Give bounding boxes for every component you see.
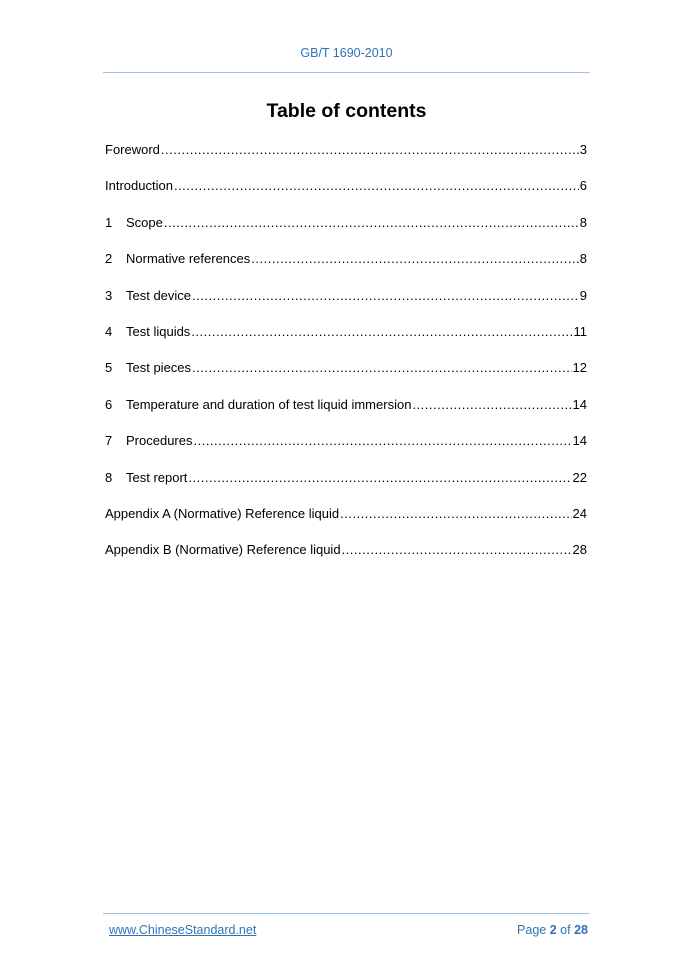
toc-entry-appendix-b[interactable] [105,540,587,576]
toc-entry-label: Foreword [105,142,160,157]
toc-entry-test-liquids[interactable] [105,322,587,358]
toc-entry-page: 12 [572,360,587,376]
toc-entry-foreword[interactable] [105,140,587,176]
toc-dot-leader [191,322,572,342]
toc-entry-number: 3 [105,287,113,303]
toc-entry-label: Test liquids [126,323,191,339]
page-prefix: Page [517,923,547,937]
footer-divider [103,913,590,914]
toc-entry-normative-references[interactable] [105,249,587,285]
toc-entry-number: 2 [105,251,113,267]
toc-entry-label: Procedures [126,433,193,449]
header-divider [103,72,590,73]
toc-entry-page: 8 [579,251,587,267]
toc-dot-leader [192,358,571,378]
toc-entry-page: 11 [573,323,587,339]
toc-entry-introduction[interactable] [105,176,587,212]
toc-dot-leader [412,395,571,415]
toc-entry-page: 28 [572,542,587,558]
toc-entry-page: 8 [579,214,587,230]
toc-dot-leader [164,213,579,233]
page-current: 2 [549,923,557,937]
toc-entry-number: 8 [105,469,113,485]
toc-entry-appendix-a[interactable] [105,504,587,540]
toc-entry-label: Appendix B (Normative) Reference liquid [105,542,341,558]
toc-entry-test-report[interactable] [105,468,587,504]
toc-entry-label: Appendix A (Normative) Reference liquid [105,505,340,521]
toc-entry-page: 6 [579,178,587,194]
toc-dot-leader [193,431,571,451]
toc-entry-page: 24 [572,505,587,521]
toc-dot-leader [192,286,579,306]
toc-entry-number: 6 [105,396,113,412]
toc-entry-label: Temperature and duration of test liquid immersion [126,396,412,412]
page-total: 28 [574,923,588,937]
toc-entry-label: Test report [126,469,188,485]
toc-entry-number: 4 [105,323,113,339]
toc-dot-leader [174,176,579,196]
toc-dot-leader [251,249,578,269]
toc-entry-number: 1 [105,214,113,230]
toc-entry-test-device[interactable] [105,286,587,322]
toc-dot-leader [340,504,571,524]
table-of-contents [105,140,587,577]
toc-entry-label: Test device [126,287,192,303]
toc-dot-leader [342,540,572,560]
toc-entry-number: 5 [105,360,113,376]
toc-entry-page: 9 [579,287,587,303]
toc-entry-procedures[interactable] [105,431,587,467]
website-link[interactable]: www.ChineseStandard.net [109,923,257,937]
page-title: Table of contents [266,100,427,122]
toc-entry-scope[interactable] [105,213,587,249]
toc-entry-page: 14 [572,396,587,412]
toc-entry-test-pieces[interactable] [105,358,587,394]
toc-entry-label: Normative references [126,251,251,267]
page-number [517,923,588,937]
toc-entry-number: 7 [105,433,113,449]
toc-entry-temperature-duration[interactable] [105,395,587,431]
toc-entry-page: 3 [579,142,587,157]
toc-dot-leader [188,468,571,488]
page-of: of [560,923,571,937]
toc-entry-page: 14 [572,433,587,449]
toc-dot-leader [161,140,579,160]
running-header: GB/T 1690-2010 [300,46,393,60]
toc-entry-label: Introduction [105,178,173,194]
toc-entry-label: Scope [126,214,163,230]
toc-entry-page: 22 [572,469,587,485]
toc-entry-label: Test pieces [126,360,192,376]
